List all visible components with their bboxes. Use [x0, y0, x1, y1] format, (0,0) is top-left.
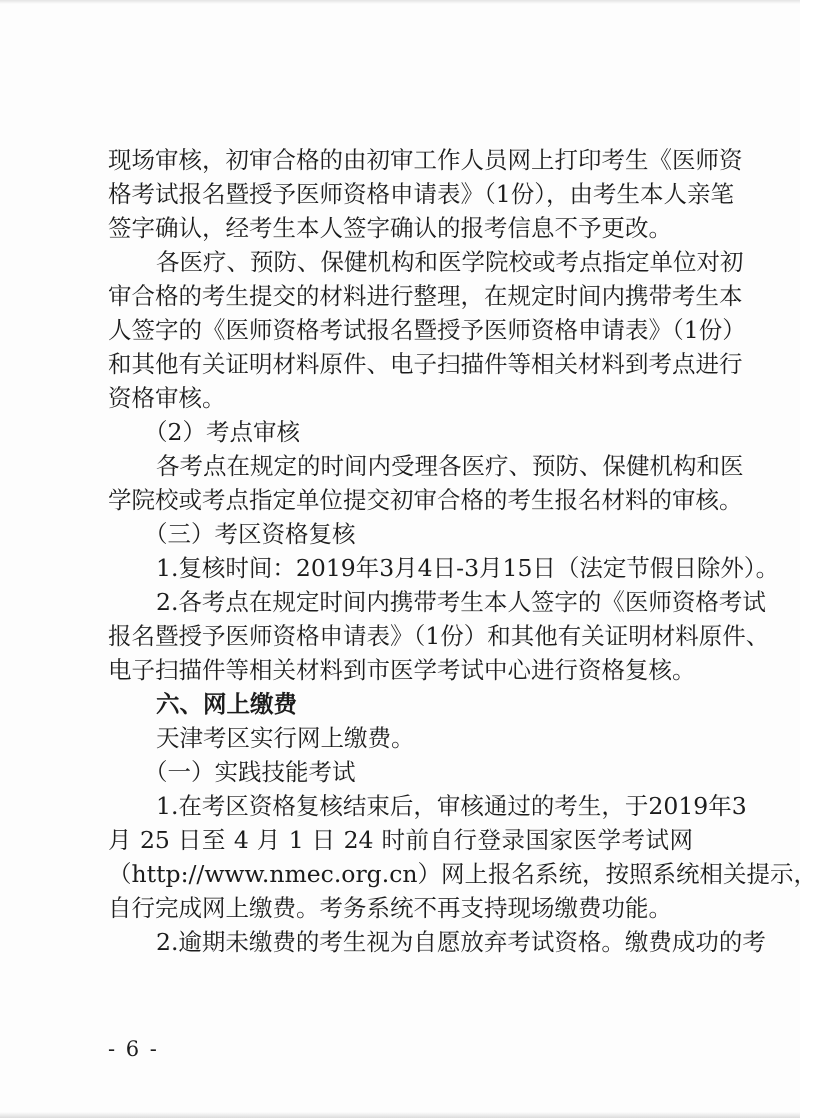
paragraph-start: 各考点在规定的时间内受理各医疗、预防、保健机构和医 [156, 452, 744, 480]
document-body [108, 143, 817, 959]
scan-top-edge [0, 0, 800, 4]
subsection-heading: （一）实践技能考试 [144, 758, 356, 786]
paragraph-start: 各医疗、预防、保健机构和医学院校或考点指定单位对初 [156, 248, 744, 276]
text-line: 和其他有关证明材料原件、电子扫描件等相关材料到考点进行 [108, 350, 743, 378]
text-line: 月 25 日至 4 月 1 日 24 时前自行登录国家医学考试网 [108, 826, 693, 854]
scan-bottom-edge [0, 1112, 800, 1118]
paragraph-start: 天津考区实行网上缴费。 [156, 724, 415, 752]
text-line: 人签字的《医师资格考试报名暨授予医师资格申请表》（1份） [108, 316, 746, 344]
page-number: - 6 - [108, 1037, 159, 1061]
text-line: 学院校或考点指定单位提交初审合格的考生报名材料的审核。 [108, 486, 743, 514]
subsection-heading: （2）考点审核 [144, 418, 300, 446]
text-line: 资格审核。 [108, 384, 226, 412]
paragraph-start: 1.在考区资格复核结束后，审核通过的考生，于2019年3 [156, 792, 747, 820]
paragraph-start: 2.各考点在规定时间内携带考生本人签字的《医师资格考试 [156, 588, 766, 616]
paragraph-start: 2.逾期未缴费的考生视为自愿放弃考试资格。缴费成功的考 [156, 928, 766, 956]
paragraph-start: 1.复核时间：2019年3月4日-3月15日（法定节假日除外）。 [156, 554, 780, 582]
text-line: 现场审核，初审合格的由初审工作人员网上打印考生《医师资 [108, 146, 743, 174]
text-line: （http://www.nmec.org.cn）网上报名系统，按照系统相关提示， [108, 860, 817, 888]
subsection-heading: （三）考区资格复核 [144, 520, 356, 548]
text-line: 审合格的考生提交的材料进行整理，在规定时间内携带考生本 [108, 282, 743, 310]
text-line: 自行完成网上缴费。考务系统不再支持现场缴费功能。 [108, 894, 672, 922]
text-line: 格考试报名暨授予医师资格申请表》（1份），由考生本人亲笔 [108, 180, 734, 208]
section-heading: 六、网上缴费 [156, 690, 297, 718]
text-line: 报名暨授予医师资格申请表》（1份）和其他有关证明材料原件、 [108, 622, 770, 650]
text-line: 签字确认，经考生本人签字确认的报考信息不予更改。 [108, 214, 672, 242]
text-line: 电子扫描件等相关材料到市医学考试中心进行资格复核。 [108, 656, 696, 684]
